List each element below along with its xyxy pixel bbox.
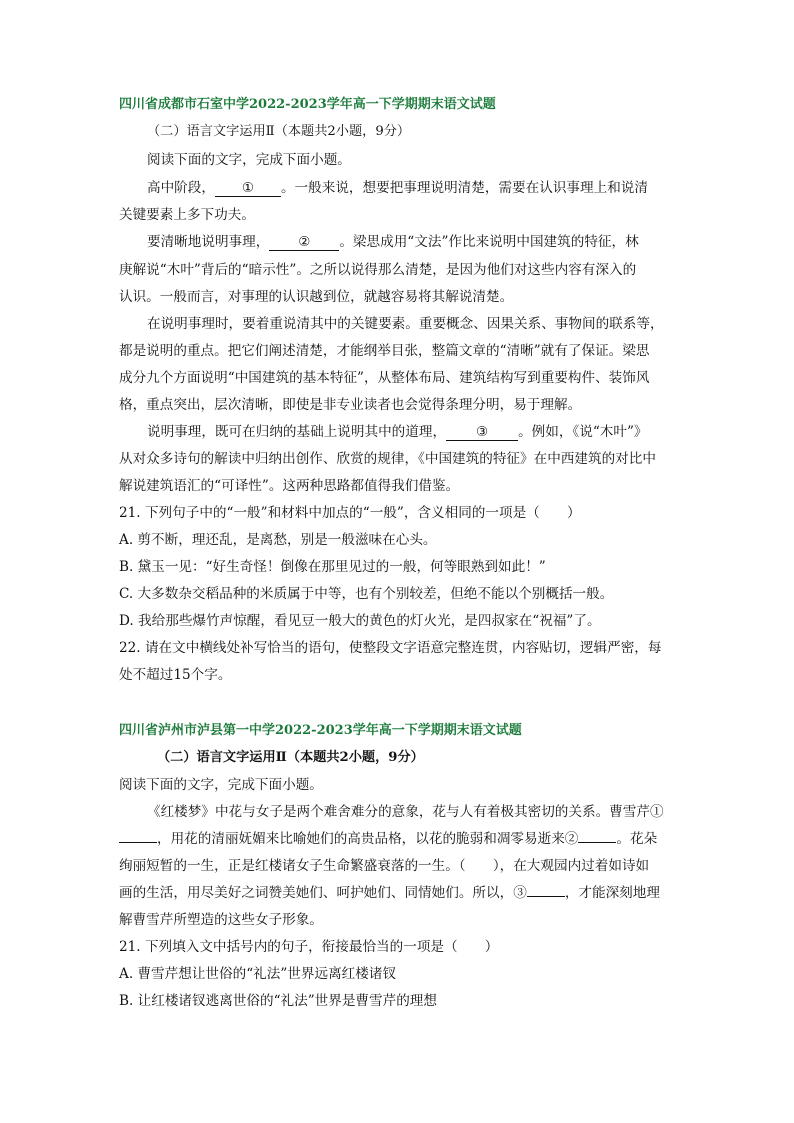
blank-1 [119,842,157,843]
section1-paragraph4-line2: 从对众多诗句的解读中归纳出创作、欣赏的规律，《中国建筑的特征》在中西建筑的对比中 [119,451,656,467]
section1-q21-option-d: D. 我给那些爆竹声惊醒，看见豆一般大的黄色的灯火光，是四叔家在“祝福”了。 [119,613,601,629]
section2-subtitle: （二）语言文字运用Ⅱ（本题共2小题，9分） [157,750,424,765]
section1-paragraph4-line1: 说明事理，既可在归纳的基础上说明其中的道理， ③ 。例如，《说“木叶”》 [147,424,648,440]
section2-paragraph1-line5: 解曹雪芹所塑造的这些女子形象。 [119,912,323,928]
section2-paragraph1-line2: ，用花的清丽妩媚来比喻她们的高贵品格，以花的脆弱和凋零易逝来② 。花朵 [119,830,657,848]
section2-q21-option-a: A. 曹雪芹想让世俗的“礼法”世界远离红楼诸钗 [119,966,397,982]
section2-q21-option-b: B. 让红楼诸钗逃离世俗的“礼法”世界是曹雪芹的理想 [119,993,437,1009]
section1-question-22-line2: 处不超过15个字。 [119,667,232,683]
section1-paragraph1-line2: 关键要素上多下功夫。 [119,207,255,223]
section1-title: 四川省成都市石室中学2022-2023学年高一下学期期末语文试题 [119,97,496,112]
blank-2: ② [269,235,339,251]
section1-paragraph1-line1: 高中阶段， ① 。一般来说，想要把事理说明清楚，需要在认识事理上和说清 [147,180,648,196]
blank-2 [578,842,616,843]
section1-paragraph4-line3: 解说建筑语汇的“可译性”。这两种思路都值得我们借鉴。 [119,478,460,494]
section2-question-21: 21. 下列填入文中括号内的句子，衔接最恰当的一项是（ ） [119,939,499,955]
section1-paragraph3-line3: 成分九个方面说明“中国建筑的基本特征”，从整体布局、建筑结构写到重要构件、装饰风 [119,370,650,386]
section1-paragraph2-line3: 认识。一般而言，对事理的认识越到位，就越容易将其解说清楚。 [119,289,514,305]
section1-q21-option-a: A. 剪不断，理还乱，是离愁，别是一般滋味在心头。 [119,532,437,548]
section2-paragraph1-line3: 绚丽短暂的一生，正是红楼诸女子生命繁盛衰落的一生。（ ），在大观园内过着如诗如 [119,858,650,874]
section1-question-22-line1: 22. 请在文中横线处补写恰当的语句，使整段文字语意完整连贯，内容贴切，逻辑严密，每 [119,640,662,656]
section2-intro: 阅读下面的文字，完成下面小题。 [119,777,323,793]
section1-q21-option-c: C. 大多数杂交稻品种的米质属于中等，也有个别较差，但绝不能以个别概括一般。 [119,586,614,602]
section2-title: 四川省泸州市泸县第一中学2022-2023学年高一下学期期末语文试题 [119,723,522,738]
section1-question-21: 21. 下列句子中的“一般”和材料中加点的“一般”，含义相同的一项是（ ） [119,505,581,521]
section1-paragraph3-line4: 格，重点突出，层次清晰，即使是非专业读者也会觉得条理分明，易于理解。 [119,397,582,413]
section1-subtitle: （二）语言文字运用Ⅱ（本题共2小题，9分） [147,124,411,139]
blank-3: ③ [446,425,518,441]
section2-paragraph1-line4: 画的生活，用尽美好之词赞美她们、呵护她们、同情她们。所以，③ ，才能深刻地理 [119,885,660,901]
blank-3 [527,896,565,897]
blank-1: ① [215,181,281,197]
section2-paragraph1-line1: 《红楼梦》中花与女子是两个难舍难分的意象，花与人有着极其密切的关系。曹雪芹① [147,804,664,820]
section1-paragraph2-line2: 庚解说“木叶”背后的“暗示性”。之所以说得那么清楚，是因为他们对这些内容有深入的 [119,262,637,278]
section1-q21-option-b: B. 黛玉一见：“好生奇怪！倒像在那里见过的一般，何等眼熟到如此！” [119,559,546,575]
section1-paragraph2-line1: 要清晰地说明事理， ② 。梁思成用“文法”作比来说明中国建筑的特征，林 [147,234,639,250]
section1-paragraph3-line2: 都是说明的重点。把它们阐述清楚，才能纲举目张，整篇文章的“清晰”就有了保证。梁思 [119,343,650,359]
section1-intro: 阅读下面的文字，完成下面小题。 [147,152,351,168]
section1-paragraph3-line1: 在说明事理时，要着重说清其中的关键要素。重要概念、因果关系、事物间的联系等， [147,316,664,332]
